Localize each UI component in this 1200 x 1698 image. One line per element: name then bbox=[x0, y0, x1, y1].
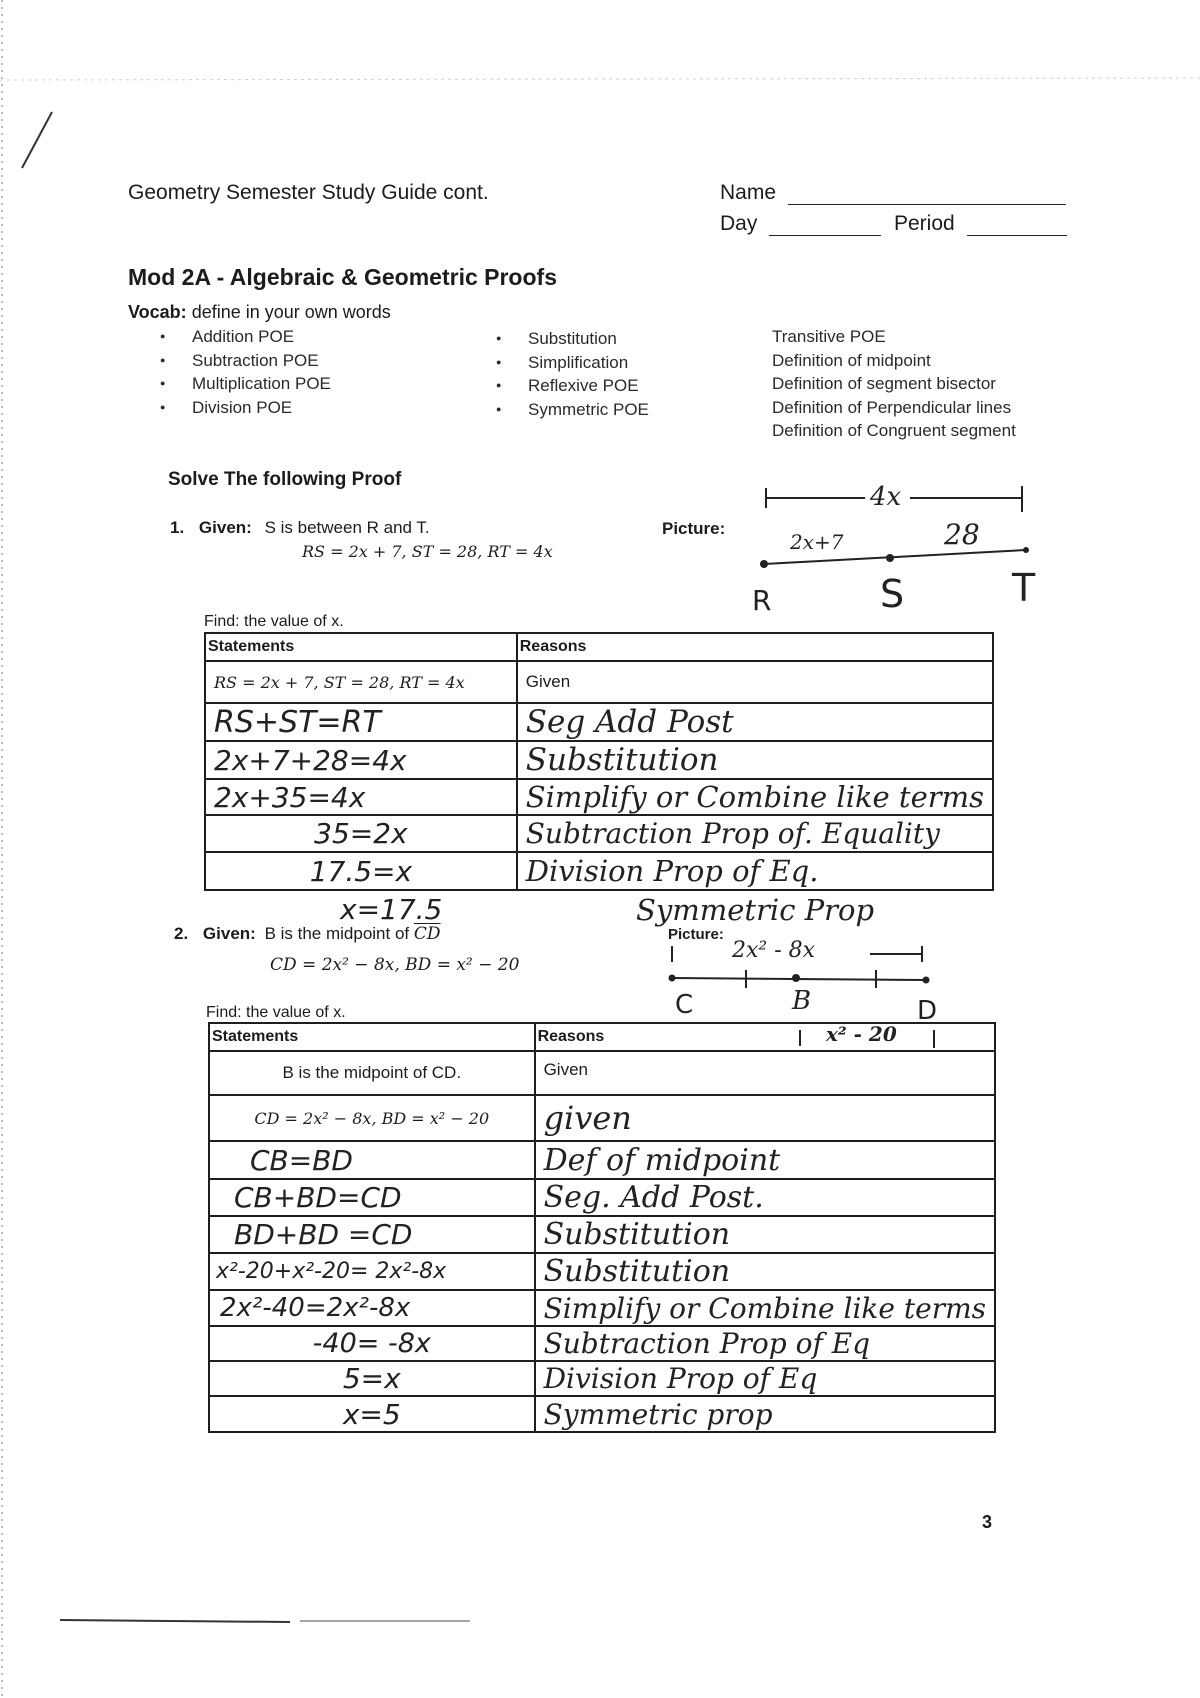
list-item: ● Reflexive POE bbox=[496, 374, 649, 398]
statement-cell: CD = 2x² − 8x, BD = x² − 20 bbox=[209, 1095, 535, 1141]
statement-cell: 2x+7+28=4x bbox=[205, 741, 517, 779]
table-row bbox=[205, 852, 993, 890]
reason-cell: Subtraction Prop of. Equality bbox=[517, 815, 993, 852]
list-item: ● Substitution bbox=[496, 327, 649, 351]
problem2-pic-bottom: x² - 20 bbox=[826, 1022, 897, 1046]
problem1-given bbox=[170, 518, 430, 538]
table-row bbox=[209, 1361, 995, 1396]
period-label: Period bbox=[894, 212, 955, 235]
table-row bbox=[209, 1051, 995, 1095]
statement-cell: 2x+35=4x bbox=[205, 779, 517, 815]
statement-cell: CB=BD bbox=[209, 1141, 535, 1179]
statement-cell: x=5 bbox=[209, 1396, 535, 1432]
reason-cell: Substitution bbox=[517, 741, 993, 779]
problem1-point-s: S bbox=[880, 572, 905, 616]
day-field[interactable] bbox=[720, 212, 881, 236]
problem2-pic-top: 2x² - 8x bbox=[732, 938, 816, 963]
statement-cell: 2x²-40=2x²-8x bbox=[209, 1290, 535, 1326]
table-row bbox=[205, 661, 993, 703]
given-label: Given: bbox=[198, 518, 252, 537]
given-label: Given: bbox=[202, 924, 256, 943]
solve-heading: Solve The following Proof bbox=[168, 469, 402, 490]
reason-cell: Seg Add Post bbox=[517, 703, 993, 741]
reasons-header: Reasons bbox=[535, 1023, 995, 1051]
vocab-instruction: define in your own words bbox=[191, 302, 391, 322]
table-row bbox=[209, 1290, 995, 1326]
given-text: S is between R and T. bbox=[264, 518, 430, 537]
reason-cell: Symmetric prop bbox=[535, 1396, 995, 1432]
reason-cell: Division Prop of Eq. bbox=[517, 852, 993, 890]
list-item: ● Symmetric POE bbox=[496, 398, 649, 422]
page-title: Geometry Semester Study Guide cont. bbox=[128, 181, 489, 204]
statement-cell: 17.5=x bbox=[205, 852, 517, 890]
problem2-picture-label: Picture: bbox=[668, 926, 724, 943]
reason-cell: Seg. Add Post. bbox=[535, 1179, 995, 1216]
list-item: ● Simplification bbox=[496, 351, 649, 375]
page-number: 3 bbox=[982, 1512, 993, 1532]
segment-cd: $\overline{CD}$ bbox=[413, 924, 441, 944]
list-item: ● Division POE bbox=[160, 396, 331, 420]
problem1-extra-reason: Symmetric Prop bbox=[636, 893, 875, 927]
problem2-proof-table bbox=[208, 1022, 996, 1433]
day-label: Day bbox=[720, 212, 758, 235]
problem2-find: Find: the value of x. bbox=[206, 1004, 346, 1021]
problem1-pic-top: 4x bbox=[870, 482, 902, 512]
statement-cell: B is the midpoint of CD. bbox=[209, 1051, 535, 1095]
problem-number: 2. bbox=[174, 924, 189, 943]
statement-cell: RS = 2x + 7, ST = 28, RT = 4x bbox=[205, 661, 517, 703]
list-item: ● Multiplication POE bbox=[160, 372, 331, 396]
vocab-list-1 bbox=[160, 325, 331, 419]
problem2-point-b: B bbox=[792, 986, 812, 1016]
table-row bbox=[205, 741, 993, 779]
given-text: B is the midpoint of bbox=[264, 924, 410, 943]
vocab-line bbox=[128, 302, 391, 323]
problem1-point-r: R bbox=[752, 584, 772, 617]
problem1-point-t: T bbox=[1012, 566, 1036, 610]
problem1-find: Find: the value of x. bbox=[204, 613, 344, 630]
statements-header: Statements bbox=[205, 633, 517, 661]
statements-header: Statements bbox=[209, 1023, 535, 1051]
statement-cell: x²-20+x²-20= 2x²-8x bbox=[209, 1253, 535, 1290]
table-row bbox=[205, 779, 993, 815]
vocab-label: Vocab: bbox=[128, 302, 187, 322]
reason-cell: Given bbox=[517, 661, 993, 703]
module-title: Mod 2A - Algebraic & Geometric Proofs bbox=[128, 264, 557, 290]
list-item: Definition of Congruent segment bbox=[772, 421, 1016, 440]
reason-cell: Simplify or Combine like terms bbox=[535, 1290, 995, 1326]
table-row bbox=[209, 1095, 995, 1141]
statement-cell: RS+ST=RT bbox=[205, 703, 517, 741]
table-row bbox=[209, 1141, 995, 1179]
table-row bbox=[205, 815, 993, 852]
period-field[interactable] bbox=[894, 212, 1067, 236]
table-row bbox=[205, 703, 993, 741]
table-row bbox=[209, 1326, 995, 1361]
problem2-point-d: D bbox=[917, 996, 938, 1026]
problem2-given bbox=[174, 924, 441, 944]
problem-number: 1. bbox=[170, 518, 185, 537]
problem1-given-equation: RS = 2x + 7, ST = 28, RT = 4x bbox=[302, 542, 553, 561]
statement-cell: 5=x bbox=[209, 1361, 535, 1396]
statement-cell: BD+BD =CD bbox=[209, 1216, 535, 1253]
list-item: Definition of midpoint bbox=[772, 350, 931, 370]
statement-cell: CB+BD=CD bbox=[209, 1179, 535, 1216]
table-row bbox=[209, 1253, 995, 1290]
reason-cell: Def of midpoint bbox=[535, 1141, 995, 1179]
reason-cell: Substitution bbox=[535, 1253, 995, 1290]
list-item: ● Subtraction POE bbox=[160, 349, 331, 373]
problem1-proof-table bbox=[204, 632, 994, 891]
list-item: Transitive POE bbox=[772, 327, 886, 346]
statement-cell: 35=2x bbox=[205, 815, 517, 852]
problem2-given-equation: CD = 2x² − 8x, BD = x² − 20 bbox=[270, 955, 520, 975]
name-field[interactable] bbox=[720, 181, 1066, 205]
table-header-row bbox=[209, 1023, 995, 1051]
reason-cell: Substitution bbox=[535, 1216, 995, 1253]
vocab-list-3 bbox=[772, 325, 1016, 443]
name-label: Name bbox=[720, 181, 777, 204]
reason-cell: Simplify or Combine like terms bbox=[517, 779, 993, 815]
problem1-picture-label: Picture: bbox=[662, 519, 726, 538]
table-row bbox=[209, 1396, 995, 1432]
problem1-extra-statement: x=17.5 bbox=[340, 893, 443, 926]
table-row bbox=[209, 1216, 995, 1253]
reason-cell: given bbox=[535, 1095, 995, 1141]
statement-cell: -40= -8x bbox=[209, 1326, 535, 1361]
problem1-pic-left: 2x+7 bbox=[790, 530, 844, 554]
table-header-row bbox=[205, 633, 993, 661]
list-item: ● Addition POE bbox=[160, 325, 331, 349]
reason-cell: Given bbox=[535, 1051, 995, 1095]
table-row bbox=[209, 1179, 995, 1216]
reasons-header: Reasons bbox=[517, 633, 993, 661]
problem1-pic-right: 28 bbox=[944, 518, 980, 551]
reason-cell: Subtraction Prop of Eq bbox=[535, 1326, 995, 1361]
vocab-list-2 bbox=[496, 327, 649, 421]
list-item: Definition of segment bisector bbox=[772, 374, 996, 393]
problem2-point-c: C bbox=[675, 990, 694, 1020]
list-item: Definition of Perpendicular lines bbox=[772, 397, 1012, 417]
reason-cell: Division Prop of Eq bbox=[535, 1361, 995, 1396]
